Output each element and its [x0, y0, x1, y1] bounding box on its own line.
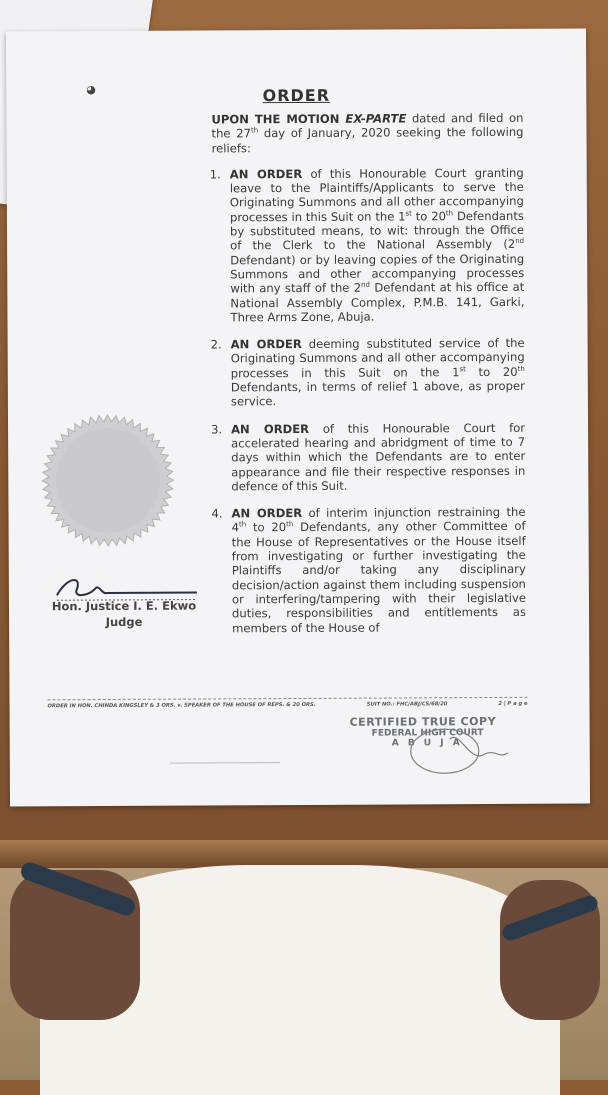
relief-text: to 20 — [465, 364, 518, 379]
reliefs-list — [209, 165, 527, 636]
relief-lead: AN ORDER — [231, 506, 303, 521]
intro-italic: EX-PARTE — [345, 111, 407, 126]
page-footer — [47, 701, 527, 710]
relief-item-1 — [209, 165, 525, 325]
stamp-scribble-icon — [390, 709, 510, 782]
stamp-line-1: CERTIFIED TRUE COPY — [349, 714, 497, 729]
relief-item-4 — [213, 505, 526, 635]
intro-text-1: dated and filed on the 27 — [211, 110, 524, 141]
judge-name: Hon. Justice I. E. Ekwo — [51, 598, 197, 614]
blank-line — [170, 762, 280, 764]
intro-paragraph — [211, 111, 523, 156]
intro-sup: th — [250, 126, 259, 135]
relief-item-3 — [213, 420, 525, 493]
relief-text: to 20 — [411, 209, 446, 224]
relief-sup: nd — [515, 237, 525, 246]
certified-true-copy-stamp — [350, 715, 540, 776]
relief-text: Defendants, any other Committee of the House of Representatives or the House itself from investigating or further investigating the Plaintiffs and/or taking any disciplinary decision/action against them including suspension or interfering/tampering with their legislative duties, responsibilities and entitlements as members of the House of — [231, 519, 527, 635]
judge-title: Judge — [105, 614, 143, 630]
relief-sup: th — [517, 364, 525, 373]
relief-text: Defendant at his office at National Assembly Complex, P.M.B. 141, Garki, Three Arms Zone, Abuja. — [230, 280, 525, 325]
relief-text: of this Honourable Court for accelerated hearing and abridgment of time to 7 days within which the Defendants are to enter appearance and file their respective responses in defence of this Suit. — [231, 420, 526, 494]
relief-sup: st — [459, 365, 466, 374]
judge-block — [39, 597, 209, 630]
relief-sup: nd — [361, 281, 371, 290]
relief-item-2 — [210, 335, 525, 409]
relief-text: deeming substituted service of the Originating Summons and all other accompanying processes in this Suit on the 1 — [230, 335, 525, 381]
relief-number: 4. — [211, 506, 223, 521]
footer-suit-number: SUIT NO.: FHC/ABJ/CS/68/20 — [366, 701, 448, 708]
relief-text: Defendants by substituted means, to wit: through the Office of the Clerk to the National Assembly (2 — [229, 208, 525, 253]
relief-text: Defendants, in terms of relief 1 above, as proper service. — [230, 378, 525, 409]
relief-lead: AN ORDER — [230, 337, 302, 352]
relief-sup: th — [286, 520, 294, 529]
relief-sup: th — [445, 209, 454, 218]
intro-text-2: day of January, 2020 seeking the following reliefs: — [211, 125, 524, 156]
relief-lead: AN ORDER — [231, 421, 310, 436]
relief-text: of this Honourable Court granting leave to the Plaintiffs/Applicants to serve the Originating Summons and all other accompanying processes in this Suit on the 1 — [229, 165, 524, 225]
stamp-line-2: FEDERAL HIGH COURT — [371, 728, 484, 739]
intro-bold: UPON THE MOTION — [211, 111, 346, 127]
order-document-page — [6, 28, 590, 806]
footer-divider — [47, 697, 527, 701]
punch-hole-icon: ◕ — [86, 83, 96, 97]
embossed-court-seal — [40, 413, 176, 549]
relief-text: to 20 — [246, 520, 287, 535]
relief-number: 1. — [209, 167, 221, 182]
footer-page-number: 2 | P a g e — [498, 700, 528, 707]
page-title: ORDER — [262, 85, 331, 106]
order-body — [211, 111, 526, 648]
relief-number: 2. — [210, 337, 222, 352]
relief-text: Defendant) or by leaving copies of the Originating Summons and other accompanying processes with any staff of the 2 — [230, 251, 525, 296]
relief-lead: AN ORDER — [229, 166, 303, 182]
footer-case-title: ORDER IN HON. CHINDA KINGSLEY & 3 ORS. v. SPEAKER OF THE HOUSE OF REPS. & 20 ORS. — [47, 701, 316, 710]
relief-text: of interim injunction restraining the 4 — [231, 504, 526, 535]
relief-number: 3. — [211, 422, 223, 437]
relief-sup: th — [238, 520, 247, 529]
stamp-line-3: A B U J A — [391, 738, 463, 749]
relief-sup: st — [405, 209, 412, 218]
